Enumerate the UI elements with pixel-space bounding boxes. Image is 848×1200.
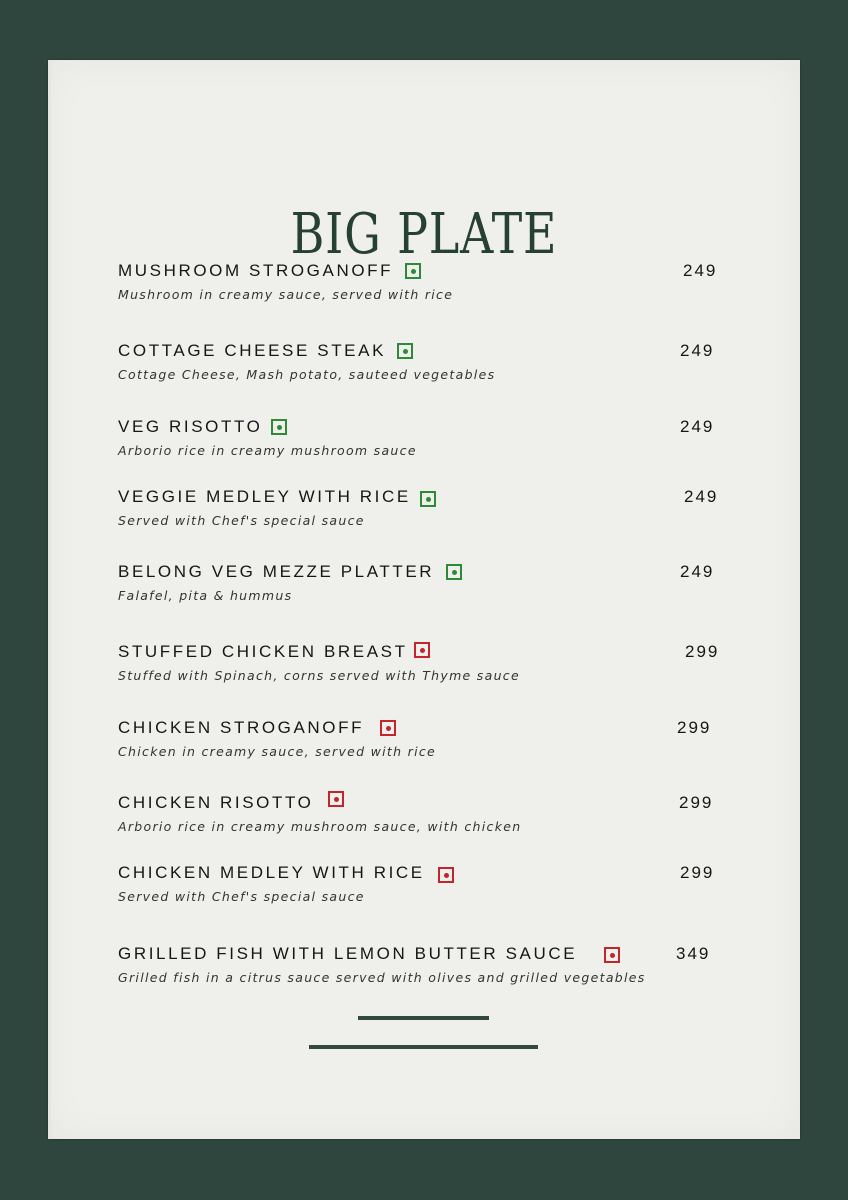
menu-item bbox=[118, 642, 738, 692]
item-name: BELONG VEG MEZZE PLATTER bbox=[118, 562, 435, 581]
item-description: Falafel, pita & hummus bbox=[118, 588, 293, 603]
veg-icon bbox=[446, 564, 462, 580]
menu-item bbox=[118, 341, 738, 391]
veg-icon bbox=[271, 419, 287, 435]
menu-item bbox=[118, 718, 738, 768]
item-name: MUSHROOM STROGANOFF bbox=[118, 261, 394, 280]
item-price: 249 bbox=[684, 487, 719, 506]
item-description: Served with Chef's special sauce bbox=[118, 513, 365, 528]
item-name: VEG RISOTTO bbox=[118, 417, 263, 436]
menu-item bbox=[118, 487, 738, 537]
menu-item bbox=[118, 944, 738, 994]
veg-icon bbox=[420, 491, 436, 507]
divider-long bbox=[309, 1045, 538, 1049]
menu-item bbox=[118, 417, 738, 467]
item-description: Cottage Cheese, Mash potato, sauteed vegetables bbox=[118, 367, 496, 382]
item-price: 299 bbox=[677, 718, 712, 737]
item-price: 249 bbox=[680, 417, 715, 436]
item-price: 349 bbox=[676, 944, 711, 963]
item-price: 249 bbox=[683, 261, 718, 280]
item-name: VEGGIE MEDLEY WITH RICE bbox=[118, 487, 411, 506]
item-description: Arborio rice in creamy mushroom sauce bbox=[118, 443, 417, 458]
item-description: Stuffed with Spinach, corns served with Thyme sauce bbox=[118, 668, 520, 683]
item-name: STUFFED CHICKEN BREAST bbox=[118, 642, 408, 661]
item-description: Grilled fish in a citrus sauce served with olives and grilled vegetables bbox=[118, 970, 646, 985]
non-veg-icon bbox=[328, 791, 344, 807]
divider-short bbox=[358, 1016, 489, 1020]
item-price: 249 bbox=[680, 341, 715, 360]
item-description: Served with Chef's special sauce bbox=[118, 889, 365, 904]
menu-item bbox=[118, 562, 738, 612]
veg-icon bbox=[405, 263, 421, 279]
non-veg-icon bbox=[438, 867, 454, 883]
menu-item bbox=[118, 793, 738, 843]
menu-item bbox=[118, 863, 738, 913]
item-name: CHICKEN MEDLEY WITH RICE bbox=[118, 863, 425, 882]
non-veg-icon bbox=[414, 642, 430, 658]
menu-title: BIG PLATE bbox=[290, 202, 558, 267]
non-veg-icon bbox=[604, 947, 620, 963]
item-price: 299 bbox=[680, 863, 715, 882]
item-name: CHICKEN STROGANOFF bbox=[118, 718, 365, 737]
non-veg-icon bbox=[380, 720, 396, 736]
item-price: 299 bbox=[679, 793, 714, 812]
item-price: 249 bbox=[680, 562, 715, 581]
item-description: Arborio rice in creamy mushroom sauce, with chicken bbox=[118, 819, 522, 834]
item-name: COTTAGE CHEESE STEAK bbox=[118, 341, 387, 360]
item-description: Chicken in creamy sauce, served with rice bbox=[118, 744, 437, 759]
item-price: 299 bbox=[685, 642, 720, 661]
item-description: Mushroom in creamy sauce, served with rice bbox=[118, 287, 454, 302]
menu-item bbox=[118, 261, 738, 311]
item-name: CHICKEN RISOTTO bbox=[118, 793, 314, 812]
item-name: GRILLED FISH WITH LEMON BUTTER SAUCE bbox=[118, 944, 578, 963]
veg-icon bbox=[397, 343, 413, 359]
